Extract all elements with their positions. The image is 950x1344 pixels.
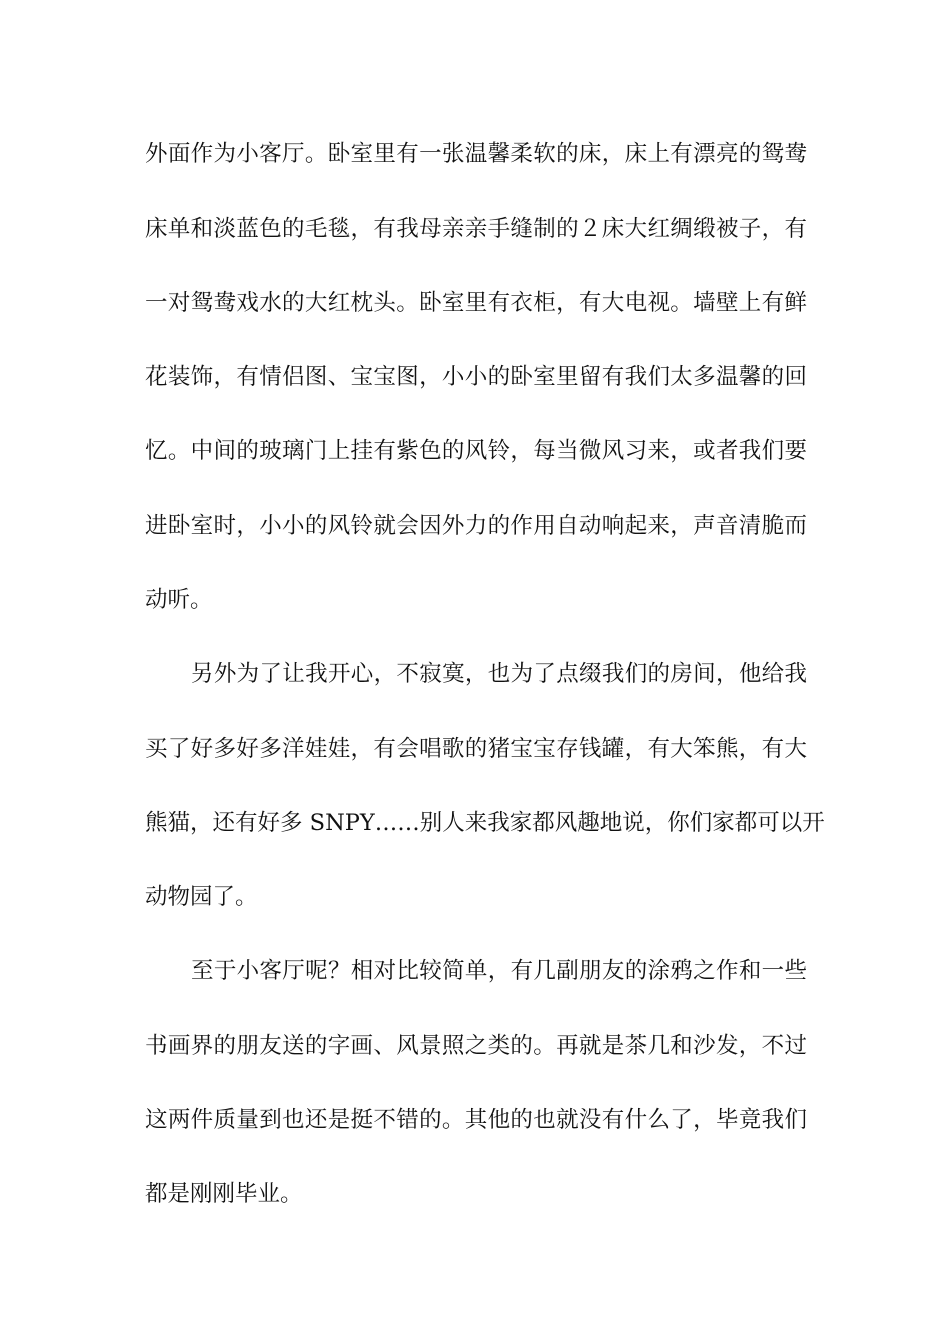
text-line: 书画界的朋友送的字画、风景照之类的。再就是茶几和沙发，不过	[145, 1033, 807, 1059]
text-line: 忆。中间的玻璃门上挂有紫色的风铃，每当微风习来，或者我们要	[145, 438, 807, 464]
text-line: 一对鸳鸯戏水的大红枕头。卧室里有衣柜，有大电视。墙壁上有鲜	[145, 290, 807, 316]
text-line: 外面作为小客厅。卧室里有一张温馨柔软的床，床上有漂亮的鸳鸯	[145, 141, 807, 167]
text-line: 这两件质量到也还是挺不错的。其他的也就没有什么了，毕竟我们	[145, 1107, 807, 1133]
text-line: 床单和淡蓝色的毛毯，有我母亲亲手缝制的２床大红绸缎被子，有	[145, 216, 807, 242]
text-line: 都是刚刚毕业。	[145, 1181, 303, 1207]
paragraph-first-line: 至于小客厅呢？相对比较简单，有几副朋友的涂鸦之作和一些	[191, 958, 807, 984]
text-line: 买了好多好多洋娃娃，有会唱歌的猪宝宝存钱罐，有大笨熊，有大	[145, 736, 807, 762]
paragraph-first-line: 另外为了让我开心，不寂寞，也为了点缀我们的房间，他给我	[191, 661, 807, 687]
text-line: 进卧室时，小小的风铃就会因外力的作用自动响起来，声音清脆而	[145, 513, 807, 539]
text-line: 动听。	[145, 587, 213, 613]
text-line: 熊猫，还有好多 SNPY……别人来我家都风趣地说，你们家都可以开	[145, 810, 825, 836]
text-line: 花装饰，有情侣图、宝宝图，小小的卧室里留有我们太多温馨的回	[145, 364, 807, 390]
text-line: 动物园了。	[145, 884, 258, 910]
